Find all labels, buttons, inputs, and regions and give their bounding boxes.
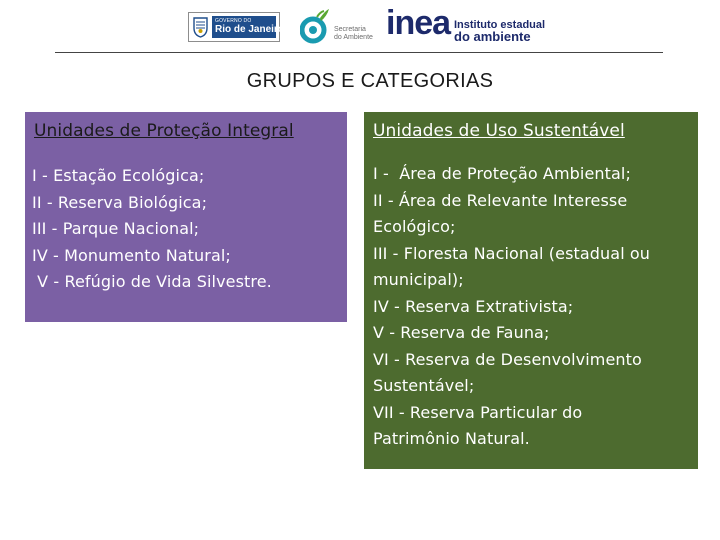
list-item: II - Área de Relevante Interesse [373, 190, 628, 210]
integral-protection-heading: Unidades de Proteção Integral [34, 121, 294, 141]
list-item: I - Área de Proteção Ambiental; [373, 164, 631, 183]
inea-subtitle [454, 20, 545, 42]
list-item: V - Reserva de Fauna; [373, 323, 550, 342]
inea-subtitle-line-1: Instituto estadual [454, 19, 546, 31]
list-item: Patrimônio Natural. [373, 429, 530, 448]
sea-line-2: do Ambiente [334, 34, 373, 41]
list-item: Sustentável; [373, 376, 475, 395]
list-item: Ecológico; [373, 217, 456, 236]
sustainable-use-panel [364, 112, 698, 469]
environment-swirl-icon [300, 8, 330, 46]
list-item: VII - Reserva Particular do [373, 402, 583, 422]
integral-protection-list [32, 163, 339, 296]
inea-logo [386, 4, 546, 46]
logo-bar [0, 0, 720, 52]
list-item: IV - Reserva Extrativista; [373, 296, 574, 316]
integral-protection-panel [25, 112, 347, 322]
list-item: IV - Monumento Natural; [32, 245, 231, 265]
list-item: II - Reserva Biológica; [32, 192, 208, 212]
list-item: III - Floresta Nacional (estadual ou [373, 243, 651, 263]
logo-rj-small-text: GOVERNO DO [215, 18, 252, 24]
inea-subtitle-line-2: do ambiente [454, 29, 531, 44]
rio-de-janeiro-government-logo [188, 12, 284, 42]
logo-rj-big-text: Rio de Janeiro [215, 24, 284, 35]
sustainable-use-heading: Unidades de Uso Sustentável [373, 121, 625, 141]
government-name-band [212, 16, 284, 38]
secretaria-ambiente-logo [300, 8, 374, 48]
header-divider [55, 52, 663, 53]
sea-line-1: Secretaria [334, 26, 366, 33]
state-crest-icon [192, 16, 209, 38]
page-title: GRUPOS E CATEGORIAS [246, 70, 494, 92]
list-item: V - Refúgio de Vida Silvestre. [32, 272, 272, 291]
list-item: municipal); [373, 270, 464, 289]
list-item: I - Estação Ecológica; [32, 166, 205, 185]
list-item: VI - Reserva de Desenvolvimento [373, 349, 642, 369]
inea-wordmark: inea [386, 4, 451, 42]
list-item: III - Parque Nacional; [32, 219, 200, 238]
sustainable-use-list [373, 161, 692, 453]
sea-logo-text [334, 26, 374, 42]
